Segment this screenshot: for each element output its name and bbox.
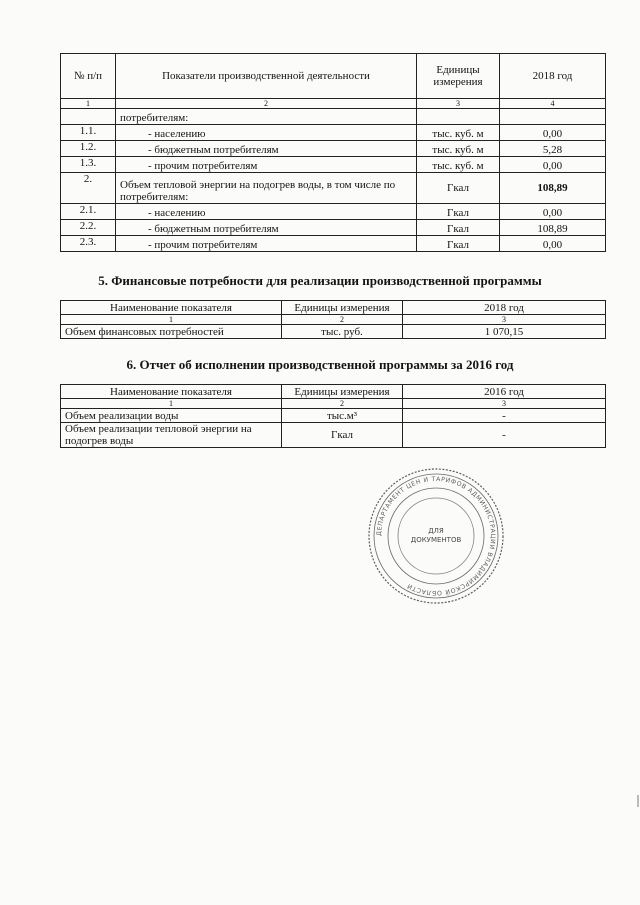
row-unit: Гкал [417, 173, 500, 204]
stamp-center-line2: ДОКУМЕНТОВ [410, 536, 462, 544]
table-row [61, 325, 606, 339]
row-value: 1 070,15 [403, 325, 606, 339]
table-row [61, 109, 606, 125]
row-value: 0,00 [500, 125, 606, 141]
table-row [61, 141, 606, 157]
row-name: Объем реализации тепловой энергии на подогрев воды [61, 423, 282, 448]
header-cell-indicator: Показатели производственной деятельности [116, 54, 417, 99]
column-number-row [61, 99, 606, 109]
stamp-ring-text: ДЕПАРТАМЕНТ ЦЕН И ТАРИФОВ АДМИНИСТРАЦИИ ВЛАДИМИРСКОЙ ОБЛАСТИ [375, 475, 497, 597]
header-cell-num: № п/п [61, 54, 116, 99]
row-unit: Гкал [282, 423, 403, 448]
row-name: - населению [116, 204, 417, 220]
header-cell-year: 2018 год [500, 54, 606, 99]
row-value: 0,00 [500, 204, 606, 220]
row-value: 108,89 [500, 220, 606, 236]
program-report-table [60, 384, 606, 448]
col-number: 4 [500, 99, 606, 109]
table-row [61, 204, 606, 220]
row-num: 2.2. [61, 220, 116, 236]
col-number: 2 [282, 315, 403, 325]
table-header-row [61, 385, 606, 399]
header-cell-year: 2016 год [403, 385, 606, 399]
header-cell-name: Наименование показателя [61, 385, 282, 399]
header-cell-unit: Единицы измерения [282, 301, 403, 315]
table-row [61, 423, 606, 448]
row-name: Объем реализации воды [61, 409, 282, 423]
col-number: 1 [61, 399, 282, 409]
row-num: 1.3. [61, 157, 116, 173]
col-number: 1 [61, 315, 282, 325]
row-value: 108,89 [500, 173, 606, 204]
row-name: Объем тепловой энергии на подогрев воды, в том числе по потребителям: [116, 173, 417, 204]
row-unit: Гкал [417, 236, 500, 252]
row-name: - прочим потребителям [116, 236, 417, 252]
row-value: - [403, 423, 606, 448]
section-6-title: 6. Отчет об исполнении производственной программы за 2016 год [126, 357, 514, 372]
table-row [61, 409, 606, 423]
row-num: 2. [61, 173, 116, 204]
row-unit [417, 109, 500, 125]
row-value: 0,00 [500, 157, 606, 173]
row-num: 2.1. [61, 204, 116, 220]
table-header-row [61, 301, 606, 315]
row-unit: тыс.м³ [282, 409, 403, 423]
row-name: - населению [116, 125, 417, 141]
header-cell-unit: Единицы измерения [282, 385, 403, 399]
row-unit: тыс. куб. м [417, 157, 500, 173]
round-seal-stamp [366, 466, 506, 606]
row-value [500, 109, 606, 125]
row-name: Объем финансовых потребностей [61, 325, 282, 339]
table-row [61, 236, 606, 252]
row-num [61, 109, 116, 125]
table-row [61, 220, 606, 236]
row-unit: Гкал [417, 204, 500, 220]
row-num: 1.2. [61, 141, 116, 157]
col-number: 3 [403, 315, 606, 325]
header-cell-year: 2018 год [403, 301, 606, 315]
row-unit: тыс. куб. м [417, 125, 500, 141]
row-name: потребителям: [116, 109, 417, 125]
column-number-row [61, 315, 606, 325]
table-row [61, 157, 606, 173]
table-row [61, 125, 606, 141]
header-cell-name: Наименование показателя [61, 301, 282, 315]
col-number: 3 [403, 399, 606, 409]
row-value: - [403, 409, 606, 423]
row-unit: тыс. руб. [282, 325, 403, 339]
header-cell-unit: Единицы измерения [417, 54, 500, 99]
col-number: 3 [417, 99, 500, 109]
col-number: 2 [116, 99, 417, 109]
table-header-row [61, 54, 606, 99]
row-unit: тыс. куб. м [417, 141, 500, 157]
scan-artifact [637, 795, 639, 807]
production-indicators-table [60, 53, 606, 252]
row-name: - прочим потребителям [116, 157, 417, 173]
row-num: 2.3. [61, 236, 116, 252]
row-name: - бюджетным потребителям [116, 220, 417, 236]
section-5-title: 5. Финансовые потребности для реализации производственной программы [98, 273, 542, 288]
row-value: 0,00 [500, 236, 606, 252]
col-number: 1 [61, 99, 116, 109]
row-unit: Гкал [417, 220, 500, 236]
row-value: 5,28 [500, 141, 606, 157]
table-row [61, 173, 606, 204]
col-number: 2 [282, 399, 403, 409]
row-num: 1.1. [61, 125, 116, 141]
row-name: - бюджетным потребителям [116, 141, 417, 157]
financial-needs-table [60, 300, 606, 339]
stamp-center-line1: ДЛЯ [428, 527, 444, 535]
column-number-row [61, 399, 606, 409]
